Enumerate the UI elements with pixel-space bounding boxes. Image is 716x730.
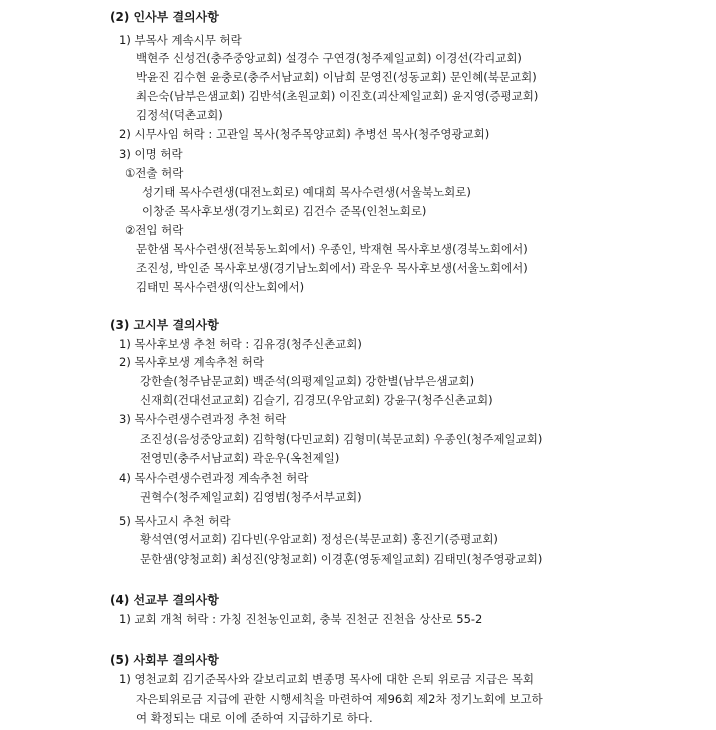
sub-item-title: ②전입 허락 [125,223,184,237]
list-item-row: 백현주 신성건(충주중앙교회) 설경수 구연경(청주제일교회) 이경선(각리교회) [136,51,522,65]
list-item-row: 박윤진 김수현 윤충로(충주서남교회) 이남희 문영진(성동교회) 문인혜(북문교회) [136,70,537,84]
paragraph-line: 자은퇴위로금 지급에 관한 시행세칙을 마련하여 제96회 제2차 정기노회에 보고하 [136,692,543,706]
section-heading-social: (5) 사회부 결의사항 [110,653,219,667]
list-item: 1) 교회 개척 허락 : 가칭 진천농인교회, 충북 진천군 진천읍 상산로 55-2 [119,612,483,626]
list-item-title: 3) 이명 허락 [119,147,183,161]
list-item-row: 전영민(충주서남교회) 곽운우(옥천제일) [140,451,340,465]
paragraph-line: 여 확정되는 대로 이에 준하여 지급하기로 하다. [136,711,373,725]
list-item-title: 3) 목사수련생수련과정 추천 허락 [119,412,287,426]
list-item-row: 김태민 목사수련생(익산노회에서) [136,280,305,294]
list-item-row: 신재희(건대선교교회) 김슬기, 김경모(우암교회) 강윤구(청주신촌교회) [140,393,493,407]
list-item: 2) 시무사임 허락 : 고관일 목사(청주목양교회) 추병선 목사(청주영광교회) [119,127,490,141]
list-item-row: 문한샘 목사수련생(전북동노회에서) 우종인, 박재현 목사후보생(경북노회에서) [136,242,528,256]
paragraph-line: 1) 영천교회 김기준목사와 갈보리교회 변종명 목사에 대한 은퇴 위로금 지급은 목회 [119,672,534,686]
list-item-title: 1) 부목사 계속시무 허락 [119,33,242,47]
list-item-row: 조진성, 박인준 목사후보생(경기남노회에서) 곽운우 목사후보생(서울노회에서) [136,261,528,275]
list-item-row: 최은숙(남부은샘교회) 김반석(초원교회) 이진호(괴산제일교회) 윤지영(증평교회) [136,89,539,103]
list-item-title: 5) 목사고시 추천 허락 [119,514,231,528]
section-heading-mission: (4) 선교부 결의사항 [110,593,219,607]
list-item-title: 2) 목사후보생 계속추천 허락 [119,355,264,369]
list-item-row: 이창준 목사후보생(경기노회로) 김건수 준목(인천노회로) [142,204,427,218]
list-item-row: 성기태 목사수련생(대전노회로) 예대희 목사수련생(서울북노회로) [142,185,471,199]
sub-item-title: ①전출 허락 [125,166,184,180]
list-item-row: 황석연(영서교회) 김다빈(우암교회) 정성은(북문교회) 홍진기(증평교회) [140,532,498,546]
list-item-title: 4) 목사수련생수련과정 계속추천 허락 [119,471,309,485]
section-heading-exam: (3) 고시부 결의사항 [110,318,219,332]
list-item-row: 조진성(음성중앙교회) 김학형(다민교회) 김형미(북문교회) 우종인(청주제일교회) [140,432,543,446]
list-item-row: 권혁수(청주제일교회) 김영범(청주서부교회) [140,490,362,504]
list-item: 1) 목사후보생 추천 허락 : 김유경(청주신촌교회) [119,337,362,351]
list-item-row: 문한샘(양청교회) 최성진(양청교회) 이경훈(영동제일교회) 김태민(청주영광교회) [140,552,543,566]
list-item-row: 김정석(덕촌교회) [136,108,223,122]
section-heading-personnel: (2) 인사부 결의사항 [110,10,219,24]
list-item-row: 강한솔(청주남문교회) 백준석(의평제일교회) 강한별(남부은샘교회) [140,374,475,388]
